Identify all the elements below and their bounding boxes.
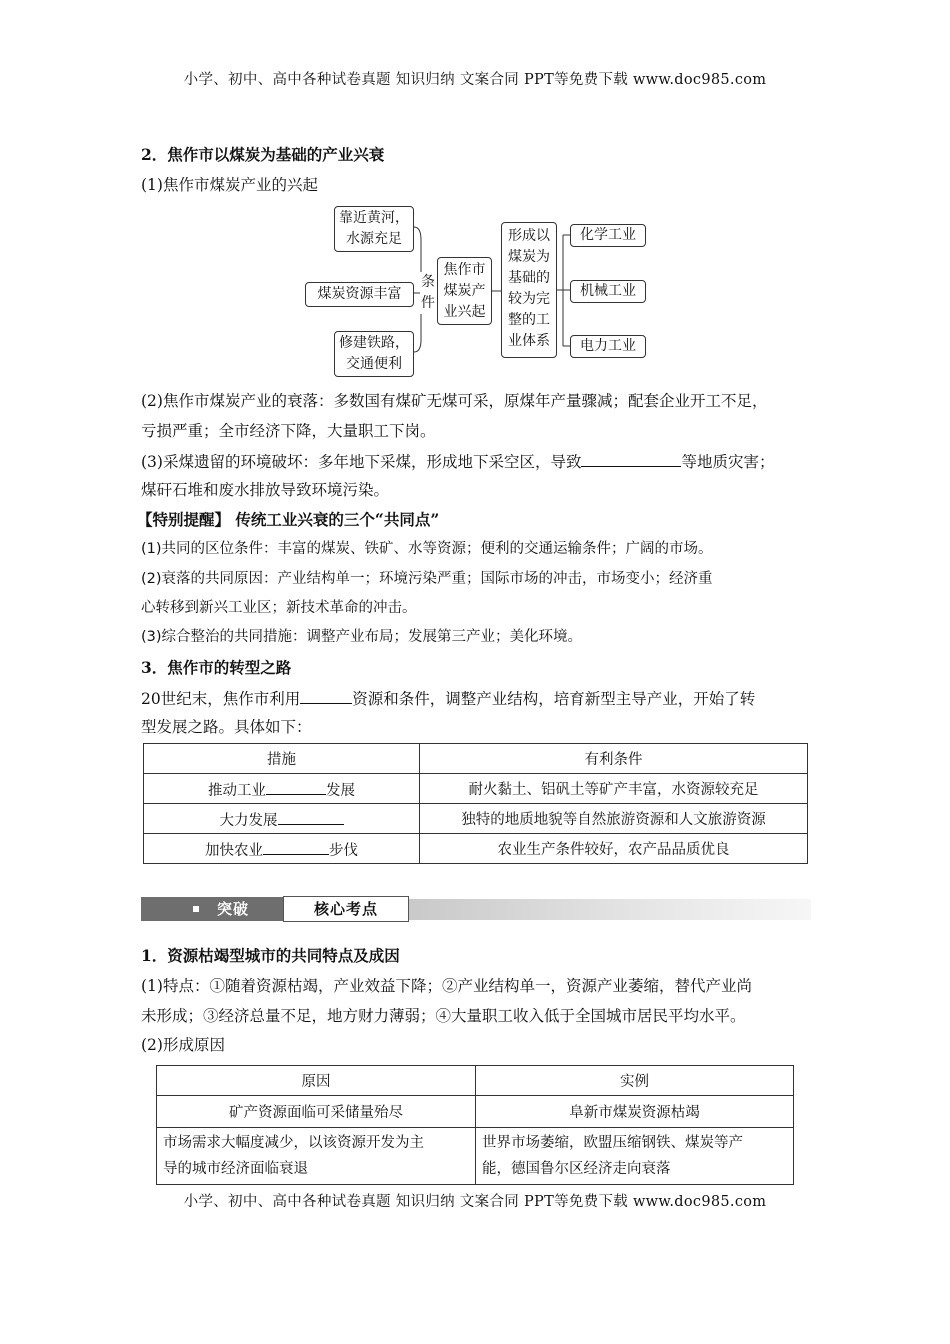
- transformation-table: [143, 743, 808, 864]
- fill-blank[interactable]: [581, 450, 681, 467]
- condition-coal-box: 煤炭资源丰富: [305, 282, 414, 307]
- power-industry-box: 电力工业: [570, 335, 646, 358]
- text: 推动工业: [208, 782, 266, 799]
- table-cell: [157, 1128, 476, 1185]
- text: (3)采煤遗留的环境破坏：多年地下采煤，形成地下采空区，导致: [141, 453, 582, 471]
- box-text: 煤炭为: [508, 249, 550, 265]
- box-text: 业体系: [508, 333, 550, 349]
- section-title: 3．焦作市的转型之路: [141, 658, 292, 677]
- text: 20世纪末，焦作市利用: [141, 690, 301, 708]
- box-text: 业兴起: [443, 304, 486, 320]
- section-title: 1．资源枯竭型城市的共同特点及成因: [141, 946, 400, 965]
- paragraph: (1)特点：①随着资源枯竭，产业效益下降；②产业结构单一，资源产业萎缩，替代产业尚: [141, 977, 752, 995]
- tip-item: (1)共同的区位条件：丰富的煤炭、铁矿、水等资源；便利的交通运输条件；广阔的市场。: [141, 541, 713, 557]
- fill-blank[interactable]: [263, 838, 329, 855]
- table-cell: 耐火黏土、铝矾土等矿产丰富，水资源较充足: [420, 774, 808, 804]
- section-title: 2．焦作市以煤炭为基础的产业兴衰: [141, 145, 385, 164]
- paragraph: 煤矸石堆和废水排放导致环境污染。: [141, 481, 390, 499]
- table-cell: [144, 834, 420, 864]
- fill-blank[interactable]: [278, 808, 344, 825]
- box-text: 修建铁路，: [339, 335, 409, 351]
- box-text: 形成以: [508, 228, 550, 244]
- text: 大力发展: [219, 812, 278, 829]
- condition-label: [420, 272, 436, 314]
- table-row: [157, 1096, 794, 1128]
- banner-left-label: 突破: [217, 900, 250, 918]
- table-header-row: [157, 1066, 794, 1096]
- text: 等地质灾害；: [681, 453, 775, 471]
- table-row: [144, 774, 808, 804]
- paragraph: 未形成；③经济总量不足，地方财力薄弱；④大量职工收入低于全国城市居民平均水平。: [141, 1007, 746, 1025]
- text: 资源和条件，调整产业结构，培育新型主导产业，开始了转: [352, 690, 756, 708]
- causes-table: [156, 1065, 794, 1185]
- label-char: 件: [421, 295, 435, 311]
- banner-left-tab: [141, 897, 283, 921]
- table-cell: [476, 1128, 794, 1185]
- page-footer: 小学、初中、高中各种试卷真题 知识归纳 文案合同 PPT等免费下载 www.doc985.com: [0, 1190, 950, 1211]
- table-row: [144, 834, 808, 864]
- text: 发展: [326, 782, 355, 799]
- paragraph: [141, 450, 821, 473]
- diagram-connectors: [0, 0, 950, 400]
- box-text: 靠近黄河，: [339, 210, 409, 226]
- table-cell: 阜新市煤炭资源枯竭: [476, 1096, 794, 1128]
- box-text: 煤炭产: [443, 283, 486, 299]
- flow-diagram: [0, 0, 950, 400]
- tip-title: 【特别提醒】 传统工业兴衰的三个“共同点”: [137, 510, 440, 529]
- chemical-industry-box: 化学工业: [570, 224, 646, 247]
- fill-blank[interactable]: [300, 687, 352, 704]
- paragraph: (2)焦作市煤炭产业的衰落：多数国有煤矿无煤可采，原煤年产量骤减；配套企业开工不足，: [141, 392, 768, 410]
- table-cell: 矿产资源面临可采储量殆尽: [157, 1096, 476, 1128]
- box-text: 焦作市: [443, 262, 486, 278]
- label-char: 条: [421, 274, 435, 290]
- section-banner: [141, 896, 811, 924]
- paragraph: (1)焦作市煤炭产业的兴起: [141, 176, 318, 194]
- tip-item: (2)衰落的共同原因：产业结构单一；环境污染严重；国际市场的冲击，市场变小；经济重: [141, 571, 713, 587]
- condition-rail-box: [334, 331, 414, 377]
- paragraph: (2)形成原因: [141, 1036, 225, 1054]
- text: 市场需求大幅度减少，以该资源开发为主: [163, 1135, 424, 1151]
- box-text: 较为完: [508, 291, 550, 307]
- text: 世界市场萎缩，欧盟压缩钢铁、煤炭等产: [482, 1135, 743, 1151]
- box-text: 基础的: [508, 270, 550, 286]
- paragraph: 亏损严重；全市经济下降，大量职工下岗。: [141, 422, 436, 440]
- page-header: 小学、初中、高中各种试卷真题 知识归纳 文案合同 PPT等免费下载 www.doc985.com: [183, 72, 767, 88]
- fill-blank[interactable]: [266, 778, 326, 795]
- industrial-system-box: [501, 222, 557, 358]
- table-header: 措施: [144, 744, 420, 774]
- table-header-row: [144, 744, 808, 774]
- table-header: 原因: [157, 1066, 476, 1096]
- table-row: [157, 1128, 794, 1185]
- table-cell: 农业生产条件较好，农产品品质优良: [420, 834, 808, 864]
- machinery-industry-box: 机械工业: [570, 280, 646, 303]
- box-text: 整的工: [508, 312, 550, 328]
- coal-industry-rise-box: [437, 257, 492, 325]
- box-text: 水源充足: [346, 231, 402, 247]
- condition-water-box: [334, 206, 414, 252]
- table-row: [144, 804, 808, 834]
- table-header: 实例: [476, 1066, 794, 1096]
- text: 能，德国鲁尔区经济走向衰落: [482, 1161, 671, 1177]
- paragraph: 型发展之路。具体如下：: [141, 718, 312, 736]
- text: 步伐: [329, 842, 358, 859]
- table-cell: [144, 804, 420, 834]
- square-bullet-icon: [193, 906, 199, 912]
- table-cell: 独特的地质地貌等自然旅游资源和人文旅游资源: [420, 804, 808, 834]
- box-text: 交通便利: [346, 356, 402, 372]
- table-header: 有利条件: [420, 744, 808, 774]
- table-cell: [144, 774, 420, 804]
- tip-item: 心转移到新兴工业区；新技术革命的冲击。: [141, 600, 417, 616]
- text: 导的城市经济面临衰退: [163, 1161, 308, 1177]
- banner-right-tab: 核心考点: [283, 896, 409, 922]
- text: 加快农业: [205, 842, 263, 859]
- paragraph: [141, 687, 821, 710]
- tip-item: (3)综合整治的共同措施：调整产业布局；发展第三产业；美化环境。: [141, 629, 583, 645]
